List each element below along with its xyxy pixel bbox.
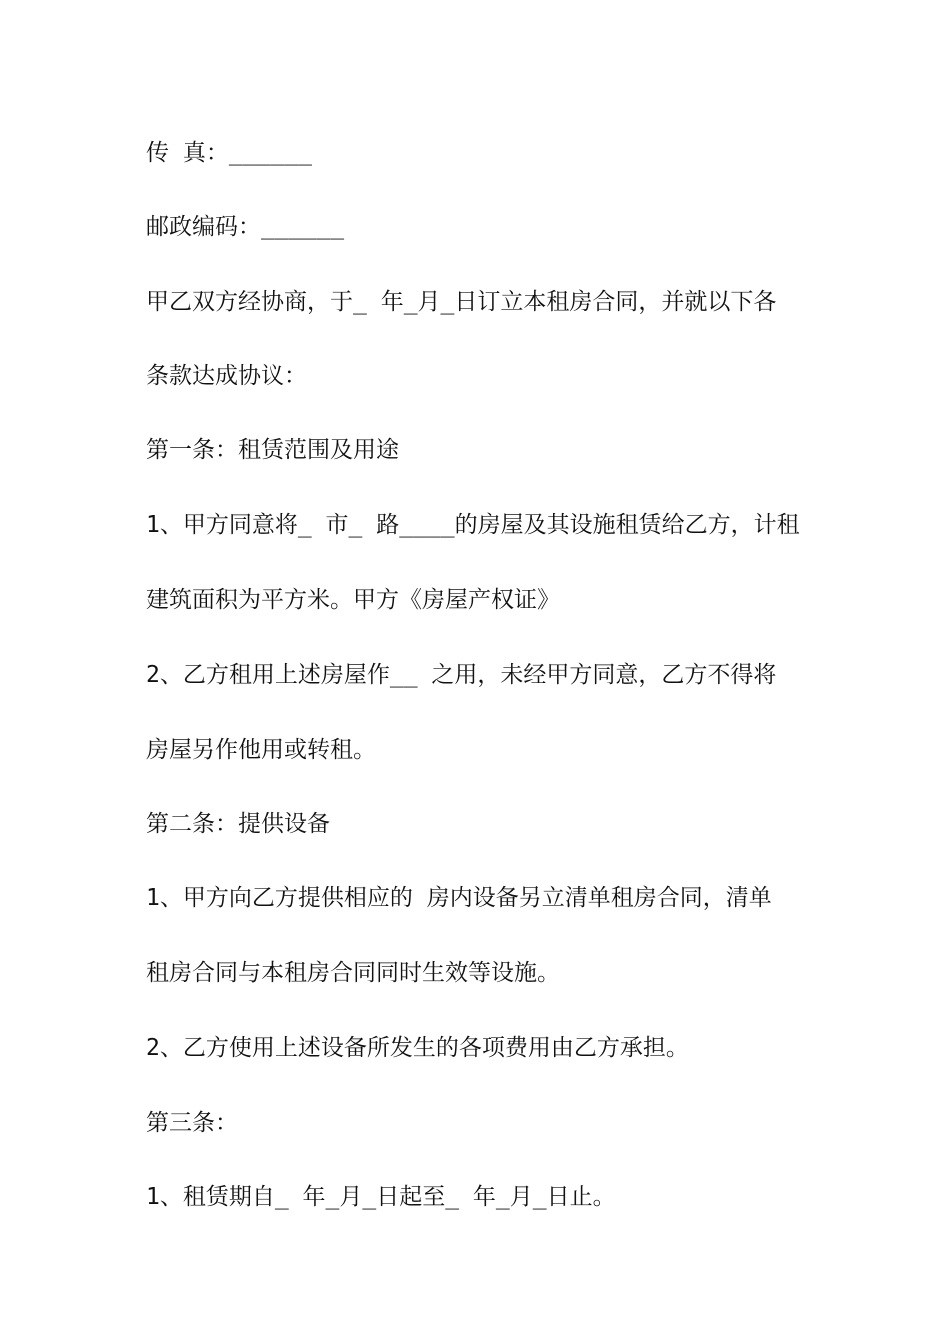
article-3-heading: 第三条： (146, 1110, 238, 1136)
article-1-heading: 第一条：租赁范围及用途 (146, 437, 399, 463)
fax-line: 传 真：______ (146, 140, 312, 166)
article-2-clause-2: 2、乙方使用上述设备所发生的各项费用由乙方承担。 (146, 1035, 689, 1061)
preamble-line-2: 条款达成协议： (146, 363, 307, 389)
postal-code-line: 邮政编码：______ (146, 214, 345, 240)
preamble-line-1: 甲乙双方经协商，于_ 年_月_日订立本租房合同，并就以下各 (146, 289, 777, 315)
article-3-clause-1: 1、租赁期自_ 年_月_日起至_ 年_月_日止。 (146, 1184, 616, 1210)
article-1-clause-2-line-2: 房屋另作他用或转租。 (146, 737, 376, 763)
article-2-clause-1-line-1: 1、甲方向乙方提供相应的 房内设备另立清单租房合同，清单 (146, 885, 772, 911)
article-1-clause-1-line-2: 建筑面积为平方米。甲方《房屋产权证》 (146, 587, 560, 613)
article-1-clause-2-line-1: 2、乙方租用上述房屋作__ 之用，未经甲方同意，乙方不得将 (146, 662, 777, 688)
article-2-clause-1-line-2: 租房合同与本租房合同同时生效等设施。 (146, 960, 560, 986)
article-1-clause-1-line-1: 1、甲方同意将_ 市_ 路____的房屋及其设施租赁给乙方，计租 (146, 512, 800, 538)
article-2-heading: 第二条：提供设备 (146, 811, 330, 837)
